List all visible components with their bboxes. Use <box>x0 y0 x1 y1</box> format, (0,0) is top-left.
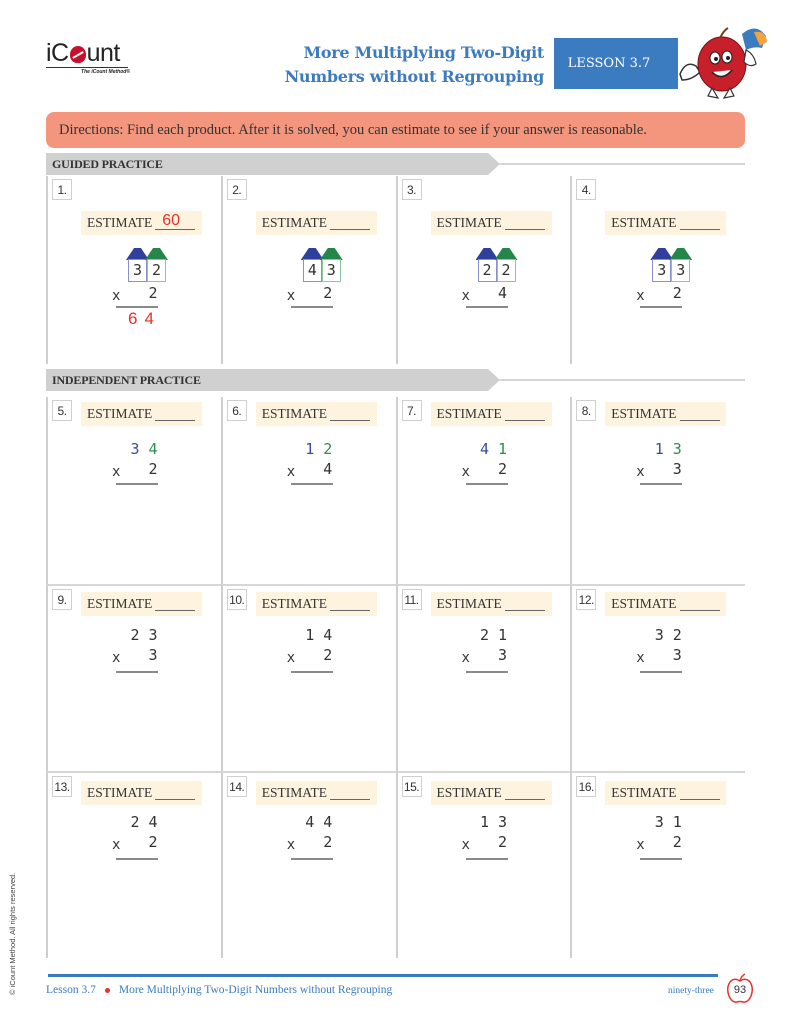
footer-title: More Multiplying Two-Digit Numbers without Regrouping <box>118 984 393 996</box>
estimate-field[interactable] <box>256 211 377 235</box>
problem-number: 8. <box>576 400 596 421</box>
estimate-blank[interactable] <box>680 598 720 611</box>
multiplication-problem <box>634 813 694 853</box>
problem-number: 10. <box>227 589 247 610</box>
estimate-label: ESTIMATE <box>87 215 153 230</box>
estimate-field[interactable] <box>81 402 202 426</box>
multiplier-row <box>634 284 694 304</box>
multiplicand-row <box>460 626 520 646</box>
multiplicand-row <box>634 813 694 833</box>
answer-line[interactable] <box>640 858 682 860</box>
answer-line[interactable] <box>466 671 508 673</box>
estimate-blank[interactable] <box>155 787 195 800</box>
logo-text-pre: iC <box>46 39 69 67</box>
estimate-blank[interactable] <box>155 211 195 230</box>
problem-cell <box>221 176 396 364</box>
tens-digit: 2 <box>130 626 140 644</box>
problem-cell <box>396 397 571 584</box>
problem-cell <box>570 584 745 771</box>
multiplier: 2 <box>148 284 158 302</box>
estimate-field[interactable] <box>431 402 552 426</box>
multiplication-problem <box>460 813 520 853</box>
problem-cell <box>396 176 571 364</box>
estimate-label: ESTIMATE <box>436 596 502 611</box>
multiplier: 2 <box>497 460 508 478</box>
multiplicand-row <box>110 626 170 646</box>
multiplier-row <box>110 646 170 666</box>
multiplication-problem <box>110 626 170 666</box>
estimate-field[interactable] <box>81 211 202 235</box>
multiply-sign: x <box>461 288 470 304</box>
multiplier: 3 <box>672 646 682 664</box>
multiplier: 2 <box>148 833 158 851</box>
tens-digit: 2 <box>478 259 497 282</box>
estimate-blank[interactable] <box>505 408 545 421</box>
tens-digit: 3 <box>652 259 671 282</box>
answer-line[interactable] <box>466 483 508 485</box>
multiplier: 3 <box>148 646 158 664</box>
problem-cell <box>570 397 745 584</box>
estimate-field[interactable] <box>256 592 377 616</box>
multiplier: 2 <box>672 284 682 302</box>
banner-rule <box>498 163 745 165</box>
ones-digit: 2 <box>323 440 333 458</box>
multiplier-row <box>285 833 345 853</box>
multiply-sign: x <box>286 288 296 304</box>
multiply-sign: x <box>636 837 645 853</box>
multiplication-problem <box>285 813 345 853</box>
multiplication-problem <box>285 626 345 666</box>
problem-cell <box>46 771 221 958</box>
ones-digit: 1 <box>672 813 682 831</box>
multiply-sign: x <box>636 464 645 480</box>
multiplication-problem <box>285 440 345 480</box>
apple-icon <box>70 46 86 63</box>
multiplication-problem <box>110 813 170 853</box>
multiply-sign: x <box>636 650 645 666</box>
problem-cell <box>221 771 396 958</box>
multiplier: 2 <box>497 833 508 851</box>
estimate-answer: 60 <box>162 211 181 229</box>
answer-line[interactable] <box>466 858 508 860</box>
estimate-label: ESTIMATE <box>611 596 677 611</box>
apple-mascot-icon <box>672 24 772 100</box>
footer-lesson: Lesson 3.7 <box>46 984 96 996</box>
ones-digit: 1 <box>497 626 508 644</box>
problem-number: 6. <box>227 400 247 421</box>
tens-digit: 2 <box>130 813 140 831</box>
multiplier-row <box>460 284 520 304</box>
footer-divider <box>48 974 718 977</box>
multiplicand-row <box>110 813 170 833</box>
tens-digit: 1 <box>305 440 315 458</box>
problem-number: 9. <box>52 589 72 610</box>
problem-cell <box>46 584 221 771</box>
problem-number: 2. <box>227 179 247 200</box>
multiplicand-row <box>285 626 345 646</box>
problem-cell <box>221 584 396 771</box>
logo-text-post: unt <box>86 39 120 67</box>
ones-digit: 4 <box>148 813 158 831</box>
multiply-sign: x <box>636 288 645 304</box>
answer-line <box>116 306 158 308</box>
ones-digit: 3 <box>148 626 158 644</box>
answer-line[interactable] <box>116 671 158 673</box>
problem-number: 12. <box>576 589 596 610</box>
estimate-field[interactable] <box>431 781 552 805</box>
multiply-sign: x <box>461 650 470 666</box>
estimate-blank[interactable] <box>155 408 195 421</box>
ones-digit: 4 <box>148 440 158 458</box>
tens-digit: 3 <box>654 626 664 644</box>
logo-tagline: The iCount Method® <box>81 69 130 75</box>
problem-number: 7. <box>402 400 422 421</box>
multiplier-row <box>634 460 694 480</box>
estimate-blank[interactable] <box>330 217 370 230</box>
multiplier: 2 <box>148 460 158 478</box>
tens-digit: 2 <box>479 626 490 644</box>
multiplicand-row <box>110 440 170 460</box>
estimate-blank[interactable] <box>680 408 720 421</box>
estimate-blank[interactable] <box>330 408 370 421</box>
multiplier-row <box>285 460 345 480</box>
problem-number: 4. <box>576 179 596 200</box>
independent-practice-grid <box>46 397 745 958</box>
section-title: INDEPENDENT PRACTICE <box>52 373 201 387</box>
multiplier-row <box>634 646 694 666</box>
multiplicand-row <box>634 626 694 646</box>
independent-practice-banner <box>46 369 745 391</box>
multiplier-row <box>634 833 694 853</box>
multiplier-row <box>110 284 170 304</box>
answer-line[interactable] <box>116 858 158 860</box>
multiply-sign: x <box>112 650 121 666</box>
estimate-label: ESTIMATE <box>611 785 677 800</box>
answer-line[interactable] <box>116 483 158 485</box>
multiplier: 2 <box>672 833 682 851</box>
multiply-sign: x <box>461 464 470 480</box>
estimate-label: ESTIMATE <box>611 215 677 230</box>
multiplier-row <box>460 833 520 853</box>
multiplicand-row <box>460 813 520 833</box>
multiplier: 2 <box>323 646 333 664</box>
estimate-field[interactable] <box>431 592 552 616</box>
multiplication-problem <box>634 440 694 480</box>
estimate-label: ESTIMATE <box>436 215 502 230</box>
multiplication-problem <box>285 248 345 304</box>
problem-number: 14. <box>227 776 247 797</box>
problem-number: 3. <box>402 179 422 200</box>
ones-digit: 3 <box>322 259 341 282</box>
estimate-field[interactable] <box>81 592 202 616</box>
multiplier: 2 <box>323 284 333 302</box>
answer-line[interactable] <box>466 306 508 308</box>
answer-line[interactable] <box>291 858 333 860</box>
estimate-label: ESTIMATE <box>87 785 153 800</box>
estimate-field[interactable] <box>605 211 726 235</box>
estimate-blank[interactable] <box>505 787 545 800</box>
footer-lesson-info <box>46 984 392 996</box>
problem-cell <box>396 771 571 958</box>
multiplication-problem <box>460 440 520 480</box>
multiply-sign: x <box>112 288 121 304</box>
problem-number: 16. <box>576 776 596 797</box>
section-title: GUIDED PRACTICE <box>52 157 163 171</box>
estimate-field[interactable] <box>256 781 377 805</box>
estimate-label: ESTIMATE <box>436 406 502 421</box>
page-title-line1: More Multiplying Two-Digit <box>303 43 544 62</box>
multiplication-problem <box>110 440 170 480</box>
tens-digit: 3 <box>130 440 140 458</box>
estimate-label: ESTIMATE <box>87 406 153 421</box>
multiply-sign: x <box>461 837 470 853</box>
problem-cell <box>46 397 221 584</box>
estimate-field[interactable] <box>605 781 726 805</box>
answer-line[interactable] <box>291 306 333 308</box>
answer-line[interactable] <box>640 306 682 308</box>
guided-practice-grid <box>46 176 745 364</box>
logo-divider <box>46 67 128 68</box>
multiplier-row <box>460 460 520 480</box>
icount-logo <box>46 40 130 75</box>
multiplicand-row <box>285 440 345 460</box>
multiplier-row <box>460 646 520 666</box>
problem-cell <box>46 176 221 364</box>
ones-digit: 2 <box>147 259 166 282</box>
estimate-label: ESTIMATE <box>611 406 677 421</box>
directions-banner: Directions: Find each product. After it is solved, you can estimate to see if your answer is reasonable. <box>46 112 745 148</box>
tens-digit: 4 <box>305 813 315 831</box>
tens-digit: 1 <box>654 440 664 458</box>
estimate-blank[interactable] <box>505 217 545 230</box>
multiplier-row <box>285 646 345 666</box>
problem-number: 13. <box>52 776 72 797</box>
lesson-badge: LESSON 3.7 <box>554 38 678 89</box>
answer-line[interactable] <box>640 671 682 673</box>
multiply-sign: x <box>286 650 296 666</box>
estimate-field[interactable] <box>605 592 726 616</box>
page-title <box>258 41 544 89</box>
problem-number: 15. <box>402 776 422 797</box>
estimate-label: ESTIMATE <box>261 785 327 800</box>
answer-line[interactable] <box>640 483 682 485</box>
multiplicand-row <box>285 813 345 833</box>
tens-digit: 1 <box>479 813 490 831</box>
tens-digit: 1 <box>305 626 315 644</box>
ones-digit: 3 <box>671 259 690 282</box>
estimate-blank[interactable] <box>330 598 370 611</box>
multiplication-problem <box>634 248 694 304</box>
ones-digit: 2 <box>672 626 682 644</box>
multiplier: 3 <box>672 460 682 478</box>
bullet-icon <box>105 988 110 993</box>
estimate-field[interactable] <box>431 211 552 235</box>
estimate-label: ESTIMATE <box>261 596 327 611</box>
answer-line[interactable] <box>291 671 333 673</box>
problem-cell <box>570 771 745 958</box>
answer-line[interactable] <box>291 483 333 485</box>
ones-digit: 4 <box>323 813 333 831</box>
multiply-sign: x <box>112 464 121 480</box>
copyright-notice: © iCount Method. All rights reserved. <box>8 872 17 995</box>
problem-cell <box>570 176 745 364</box>
estimate-label: ESTIMATE <box>87 596 153 611</box>
estimate-field[interactable] <box>256 402 377 426</box>
problem-cell <box>396 584 571 771</box>
multiplication-problem <box>460 248 520 304</box>
estimate-field[interactable] <box>81 781 202 805</box>
tens-digit: 4 <box>303 259 322 282</box>
multiplication-problem <box>634 626 694 666</box>
multiplier: 4 <box>497 284 508 302</box>
multiplication-problem <box>110 248 170 328</box>
estimate-blank[interactable] <box>680 787 720 800</box>
ones-digit: 4 <box>323 626 333 644</box>
page-number: 93 <box>733 984 747 996</box>
guided-practice-banner <box>46 153 745 175</box>
estimate-field[interactable] <box>605 402 726 426</box>
multiplier-row <box>110 460 170 480</box>
estimate-label: ESTIMATE <box>261 215 327 230</box>
ones-digit: 2 <box>497 259 516 282</box>
tens-digit: 3 <box>654 813 664 831</box>
estimate-blank[interactable] <box>330 787 370 800</box>
multiply-sign: x <box>286 464 296 480</box>
problem-number: 5. <box>52 400 72 421</box>
estimate-blank[interactable] <box>505 598 545 611</box>
problem-cell <box>221 397 396 584</box>
multiply-sign: x <box>112 837 121 853</box>
product-answer[interactable]: 64 <box>128 309 161 328</box>
multiplication-problem <box>460 626 520 666</box>
multiplier: 2 <box>323 833 333 851</box>
ones-digit: 3 <box>497 813 508 831</box>
ones-digit: 3 <box>672 440 682 458</box>
problem-number: 1. <box>52 179 72 200</box>
multiplier: 3 <box>497 646 508 664</box>
tens-digit: 3 <box>128 259 147 282</box>
multiplicand-row <box>634 440 694 460</box>
multiplier: 4 <box>323 460 333 478</box>
estimate-label: ESTIMATE <box>436 785 502 800</box>
problem-number: 11. <box>402 589 422 610</box>
ones-digit: 1 <box>497 440 508 458</box>
multiplier-row <box>110 833 170 853</box>
multiplicand-row <box>460 440 520 460</box>
page-title-line2: Numbers without Regrouping <box>284 67 544 86</box>
tens-digit: 4 <box>479 440 490 458</box>
estimate-label: ESTIMATE <box>261 406 327 421</box>
multiplier-row <box>285 284 345 304</box>
multiply-sign: x <box>286 837 296 853</box>
estimate-blank[interactable] <box>155 598 195 611</box>
banner-rule <box>498 379 745 381</box>
page-number-words: ninety-three <box>668 986 714 996</box>
estimate-blank[interactable] <box>680 217 720 230</box>
